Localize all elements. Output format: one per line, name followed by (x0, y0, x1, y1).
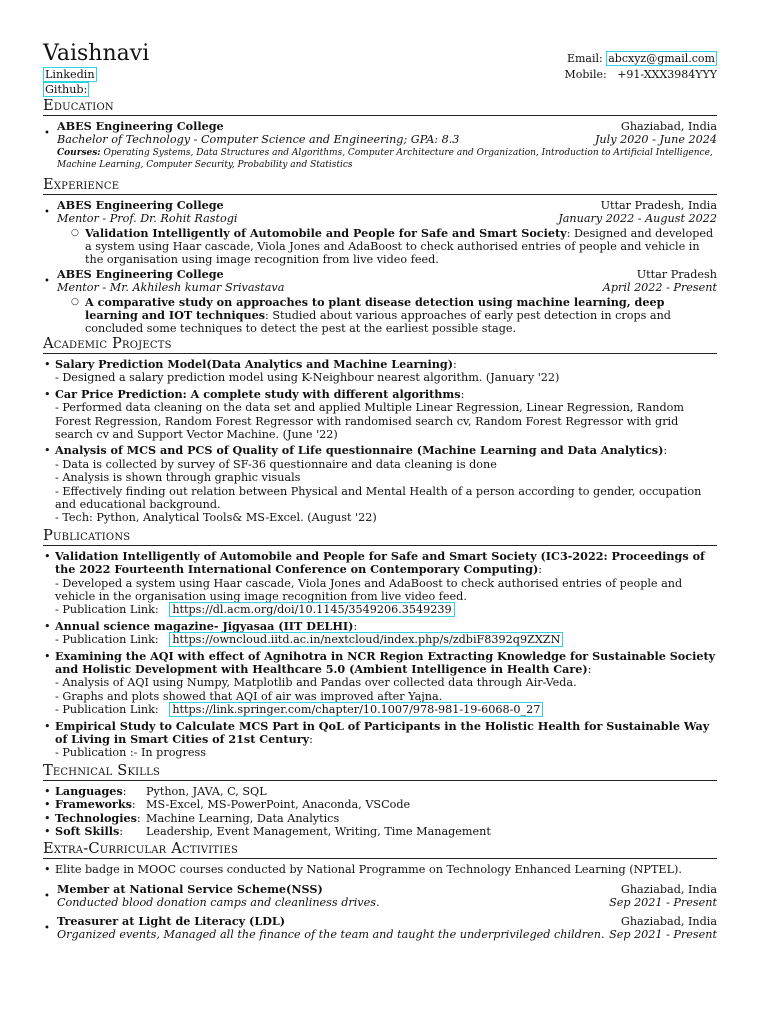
projects-heading: Academic Projects (43, 336, 717, 354)
project-line: - Designed a salary prediction model using K-Neighbour nearest algorithm. (January '22) (55, 371, 560, 385)
activity-desc: Conducted blood donation camps and cleanliness drives. (57, 896, 380, 910)
activity-desc: Organized events, Managed all the finance of the team and taught the underprivileged children. (57, 928, 605, 942)
activity-entry (43, 915, 717, 942)
publication-link-row (55, 703, 717, 716)
degree: Bachelor of Technology - Computer Science and Engineering; GPA: 8.3 (57, 133, 460, 147)
project-item: • Car Price Prediction: A complete study with different algorithms: - Performed data cleaning on the data set and applied Multiple Linear Regression, Linear Regression, Random Forest Regression, Random Forest Regressor with randomised search cv, Random Forest Regressor with grid search cv and Support Vector Machine. (June '22) (43, 388, 717, 442)
experience-point-title: Validation Intelligently of Automobile and People for Safe and Smart Society (85, 225, 567, 240)
publication-link[interactable]: https://dl.acm.org/doi/10.1145/3549206.3549239 (169, 602, 454, 617)
candidate-name: Vaishnavi (43, 41, 150, 66)
experience-point-text: : Studied about various approaches of early pest detection in crops and concluded some techniques to detect the pest at the earliest possible stage. (85, 309, 671, 336)
bullet-icon: • (44, 811, 51, 825)
project-item: • Analysis of MCS and PCS of Quality of Life questionnaire (Machine Learning and Data Analytics): - Data is collected by survey of SF-36 questionnaire and data cleaning is done - Analysis is shown through graphic visuals - Effectively finding out relation between Physical and Mental Health of a person according to gender, occupation and educational background. - Tech: Python, Analytical Tools& MS-Excel. (August '22) (43, 444, 717, 524)
circle-bullet-icon: ○ (71, 296, 79, 307)
experience-location: Uttar Pradesh (636, 267, 717, 281)
publication-link-row (55, 603, 717, 616)
bullet-icon: • (44, 863, 51, 877)
activity-dates: Sep 2021 - Present (609, 896, 717, 910)
publication-link-label: - Publication Link: (55, 603, 159, 617)
publication-title: Examining the AQI with effect of Agnihotra in NCR Region Extracting Knowledge for Sustainable Society and Holistic Development with Healthcare 5.0 (Ambient Intelligence in Health Care) (55, 648, 716, 676)
skill-value: Leadership, Event Management, Writing, Time Management (146, 825, 491, 839)
mobile-label: Mobile: (564, 68, 607, 81)
publication-link[interactable]: https://link.springer.com/chapter/10.1007/978-981-19-6068-0_27 (169, 702, 543, 717)
skill-value: Python, JAVA, C, SQL (146, 784, 267, 798)
courses-list: Operating Systems, Data Structures and Algorithms, Computer Architecture and Organization, Introduction to Artificial Intelligence, Machine Learning, Computer Security, Probability and Statistics (57, 147, 713, 171)
email-link[interactable]: abcxyz@gmail.com (608, 52, 715, 65)
bullet-icon: • (44, 549, 51, 563)
skill-value: Machine Learning, Data Analytics (146, 811, 340, 825)
bullet-icon: • (44, 825, 51, 839)
project-title: Salary Prediction Model(Data Analytics and Machine Learning) (55, 356, 453, 371)
publication-item: • Validation Intelligently of Automobile and People for Safe and Smart Society (IC3-2022: Proceedings of the 2022 Fourteenth International Conference on Contemporary Computing): - Developed a system using Haar cascade, Viola Jones and AdaBoost to check authorised entries of people and vehicle in the organisation using image recognition from live video feed. - Publication Link: https://dl.acm.org/doi/10.1145/3549206.3549239 (43, 550, 717, 617)
project-line: - Performed data cleaning on the data set and applied Multiple Linear Regression, Linear Regression, Random Forest Regression, Random Forest Regressor with randomised search cv, Random Forest Regressor with grid search cv and Support Vector Machine. (June '22) (55, 401, 684, 441)
bullet-icon: • (44, 357, 51, 371)
activity-dates: Sep 2021 - Present (609, 928, 717, 942)
activity-entry (43, 883, 717, 910)
activities-heading: Extra-Curricular Activities (43, 841, 717, 859)
experience-role: Mentor - Mr. Akhilesh kumar Srivastava (57, 281, 285, 295)
linkedin-link[interactable]: Linkedin (45, 68, 95, 81)
publication-title: Annual science magazine- Jigyasaa (IIT DELHI) (55, 618, 354, 633)
email-label: Email: (566, 52, 603, 65)
bullet-icon: • (44, 275, 50, 287)
experience-entry (43, 199, 717, 226)
bullet-icon: • (44, 387, 51, 401)
publication-line: - Analysis of AQI using Numpy, Matplotlib and Pandas over collected data through Air-Veda. (55, 676, 577, 690)
courses (57, 147, 717, 172)
experience-entry (43, 268, 717, 295)
project-title: Analysis of MCS and PCS of Quality of Life questionnaire (Machine Learning and Data Analytics) (55, 443, 664, 458)
resume-page (43, 42, 717, 943)
education-heading: Education (43, 98, 717, 116)
contact-info (565, 51, 718, 83)
publications-heading: Publications (43, 528, 717, 546)
publication-line: - Graphs and plots showed that AQI of air was improved after Yajna. (55, 689, 443, 703)
bullet-icon: • (44, 649, 51, 663)
project-line: - Analysis is shown through graphic visuals (55, 471, 301, 485)
project-line: - Tech: Python, Analytical Tools& MS-Excel. (August '22) (55, 511, 377, 525)
experience-dates: April 2022 - Present (602, 281, 717, 295)
experience-point (43, 296, 717, 336)
skill-label: • Soft Skills: (44, 824, 124, 839)
bullet-icon: • (44, 444, 51, 458)
bullet-icon: • (44, 206, 50, 218)
activity-badge-text: Elite badge in MOOC courses conducted by National Programme on Technology Enhanced Learning (NPTEL). (55, 863, 682, 877)
bullet-icon: • (44, 128, 50, 139)
mobile-number: +91-XXX3984YYY (617, 68, 717, 81)
activity-location: Ghaziabad, India (620, 882, 717, 896)
experience-point (43, 227, 717, 267)
activity-title: Treasurer at Light de Literacy (LDL) (57, 913, 286, 928)
experience-org: ABES Engineering College (57, 266, 224, 281)
skill-label: • Languages: (44, 783, 127, 798)
bullet-icon: • (44, 922, 50, 934)
skill-label: • Frameworks: (44, 797, 136, 812)
publication-link-row (55, 633, 717, 646)
circle-bullet-icon: ○ (71, 227, 79, 238)
courses-label: Courses: (57, 147, 101, 158)
skills-heading: Technical Skills (43, 763, 717, 781)
project-line: - Data is collected by survey of SF-36 questionnaire and data cleaning is done (55, 457, 497, 471)
experience-org: ABES Engineering College (57, 197, 224, 212)
publication-line: - Publication :- In progress (55, 746, 207, 760)
experience-heading: Experience (43, 177, 717, 195)
publication-item: • Annual science magazine- Jigyasaa (IIT DELHI): - Publication Link: https://owncloud.iitd.ac.in/nextcloud/index.php/s/zdbiF8392q9ZXZN (43, 620, 717, 647)
experience-role: Mentor - Prof. Dr. Rohit Rastogi (57, 212, 238, 226)
resume-header (43, 42, 717, 98)
publication-link[interactable]: https://owncloud.iitd.ac.in/nextcloud/index.php/s/zdbiF8392q9ZXZN (169, 632, 563, 647)
publication-item: • Empirical Study to Calculate MCS Part in QoL of Participants in the Holistic Health for Sustainable Way of Living in Smart Cities of 21st Century: - Publication :- In progress (43, 720, 717, 760)
github-link[interactable]: Github: (45, 83, 88, 96)
experience-point-text: : Designed and developed a system using Haar cascade, Viola Jones and AdaBoost to check authorised entries of people and vehicle in the organisation using image recognition from live video feed. (85, 226, 714, 267)
activity-title: Member at National Service Scheme(NSS) (57, 881, 323, 896)
publication-link-label: - Publication Link: (55, 633, 159, 647)
project-title: Car Price Prediction: A complete study with different algorithms (55, 386, 461, 401)
project-item: • Salary Prediction Model(Data Analytics and Machine Learning): - Designed a salary prediction model using K-Neighbour nearest algorithm. (January '22) (43, 358, 717, 385)
bullet-icon: • (44, 719, 51, 733)
school-location: Ghaziabad, India (620, 120, 717, 133)
bullet-icon: • (44, 619, 51, 633)
bullet-icon: • (44, 890, 50, 902)
publication-line: - Developed a system using Haar cascade, Viola Jones and AdaBoost to check authorised entries of people and vehicle in the organisation using image recognition from live video feed. (55, 576, 683, 603)
publication-title: Validation Intelligently of Automobile and People for Safe and Smart Society (IC3-2022: Proceedings of the 2022 Fourteenth International Conference on Contemporary Computing) (55, 548, 705, 577)
bullet-icon: • (44, 784, 51, 798)
skill-label: • Technologies: (44, 810, 141, 825)
skill-value: MS-Excel, MS-PowerPoint, Anaconda, VSCode (146, 798, 411, 812)
experience-location: Uttar Pradesh, India (600, 198, 717, 212)
skills-list (43, 785, 717, 839)
experience-point-title: A comparative study on approaches to plant disease detection using machine learning, deep learning and IOT techniques (85, 294, 665, 323)
activity-location: Ghaziabad, India (620, 914, 717, 928)
project-line: - Effectively finding out relation between Physical and Mental Health of a person according to gender, occupation and educational background. (55, 484, 702, 511)
education-dates: July 2020 - June 2024 (594, 133, 717, 147)
publication-title: Empirical Study to Calculate MCS Part in QoL of Participants in the Holistic Health for Sustainable Way of Living in Smart Cities of 21st Century (55, 718, 710, 747)
school-name: ABES Engineering College (57, 119, 224, 133)
publication-link-label: - Publication Link: (55, 703, 159, 717)
education-entry (43, 120, 717, 172)
bullet-icon: • (44, 798, 51, 812)
activity-badge (43, 863, 717, 876)
experience-dates: January 2022 - August 2022 (558, 212, 717, 226)
publication-item: • Examining the AQI with effect of Agnihotra in NCR Region Extracting Knowledge for Sustainable Society and Holistic Development with Healthcare 5.0 (Ambient Intelligence in Health Care): - Analysis of AQI using Numpy, Matplotlib and Pandas over collected data through Air-Veda. - Graphs and plots showed that AQI of air was improved after Yajna. - Publication Link: https://link.springer.com/chapter/10.1007/978-981-19-6068-0_27 (44, 648, 716, 717)
